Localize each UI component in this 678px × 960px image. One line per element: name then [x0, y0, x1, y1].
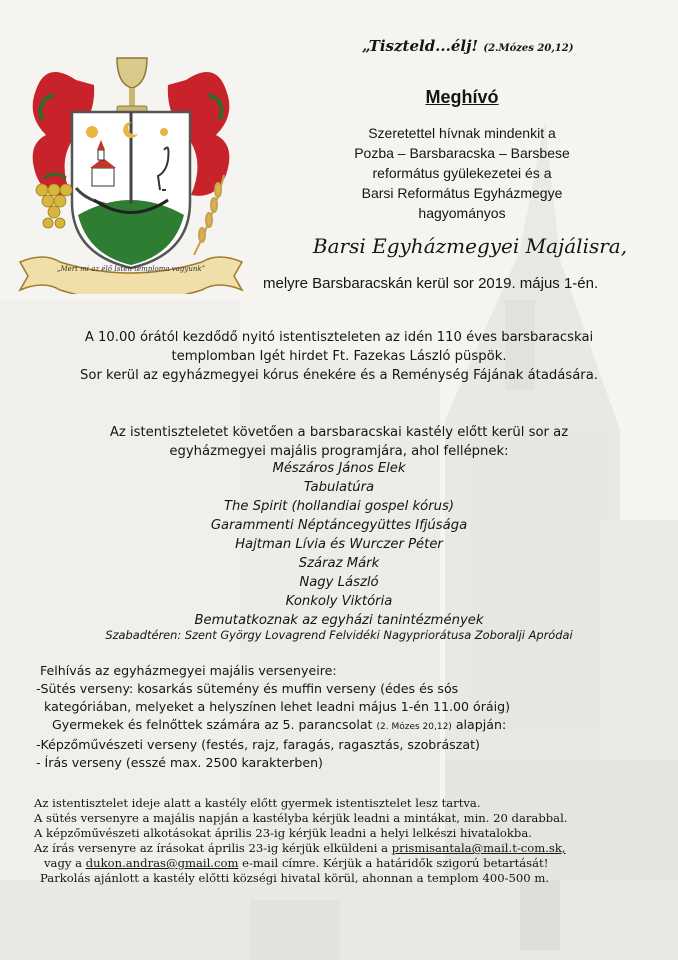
- performer-list: [8, 459, 670, 630]
- note-text: e-mail címre. Kérjük a határidők szigorú betartását!: [242, 856, 549, 870]
- baking-competition-detail: kategóriában, melyeket a helyszínen lehet leadni május 1-én 11.00 óráig): [44, 699, 511, 714]
- performer-item: Konkoly Viktória: [285, 594, 393, 609]
- competitions-section: [36, 662, 510, 772]
- chalice-icon: [117, 58, 147, 112]
- performer-item: Tabulatúra: [303, 480, 375, 495]
- motto-reference: (2.Mózes 20,12): [483, 43, 574, 54]
- note-text: Az írás versenyre az írásokat április 23-ig kérjük elküldeni a: [34, 841, 389, 855]
- program-intro: [8, 423, 670, 461]
- writing-competition: - Írás verseny (esszé max. 2500 karakterben): [36, 755, 323, 770]
- children-text: Gyermekek és felnőttek számára az 5. parancsolat: [52, 717, 373, 732]
- outdoor-program: Szabadtéren: Szent György Lovagrend Felvidéki Nagypriorátusa Zoboralji Apródai: [105, 628, 573, 642]
- note-line: Az istentisztelet ideje alatt a kastély előtt gyermek istentisztelet lesz tartva.: [34, 796, 481, 810]
- intro-line: hagyományos: [418, 205, 506, 221]
- note-line: A képzőművészeti alkotásokat április 23-ig kérjük leadni a helyi lelkészi hivatalokba.: [34, 826, 532, 840]
- intro-line: református gyülekezetei és a: [372, 165, 552, 181]
- competitions-heading: Felhívás az egyházmegyei majális versenyeire:: [40, 663, 337, 678]
- art-competition: -Képzőművészeti verseny (festés, rajz, faragás, ragasztás, szobrászat): [36, 737, 480, 752]
- baking-competition: -Sütés verseny: kosarkás sütemény és muffin verseny (édes és sós: [36, 681, 459, 696]
- performer-item: Bemutatkoznak az egyházi tanintézmények: [194, 613, 484, 628]
- intro-line: Szeretettel hívnak mindenkit a: [368, 125, 556, 141]
- email-link-dukon[interactable]: dukon.andras@gmail.com: [85, 856, 239, 870]
- note-line: Parkolás ajánlott a kastély előtti községi hivatal körül, ahonnan a templom 400-500 m.: [40, 871, 550, 885]
- invitation-title: Meghívó: [425, 87, 499, 107]
- header-motto: [362, 37, 573, 55]
- intro-line: Pozba – Barsbaracska – Barsbese: [354, 145, 570, 161]
- performer-item: Hajtman Lívia és Wurczer Péter: [235, 537, 443, 552]
- children-adults-line: [36, 716, 510, 736]
- performer-item: Garammenti Néptáncegyüttes Ifjúsága: [210, 518, 468, 533]
- performer-item: Nagy László: [299, 575, 379, 590]
- performer-item: The Spirit (hollandiai gospel kórus): [223, 499, 455, 514]
- church-coat-of-arms: [14, 50, 248, 294]
- event-name: Barsi Egyházmegyei Majálisra,: [312, 234, 628, 258]
- event-date-line: melyre Barsbaracskán kerül sor 2019. május 1-én.: [263, 275, 599, 292]
- intro-line: Barsi Református Egyházmegye: [361, 185, 563, 201]
- note-text: vagy a: [44, 856, 83, 870]
- notes-section: [34, 796, 567, 886]
- note-line: [34, 841, 567, 856]
- performer-item: Száraz Márk: [298, 556, 380, 571]
- svg-text:„Mert mi az élő Isten temploma: „Mert mi az élő Isten temploma vagyunk”: [56, 265, 206, 273]
- service-line: A 10.00 órától kezdődő nyitó istentiszteleten az idén 110 éves barsbaracskai: [84, 330, 594, 345]
- service-line: templomban Igét hirdet Ft. Fazekas László püspök.: [171, 349, 507, 364]
- program-intro-line: Az istentiszteletet követően a barsbaracskai kastély előtt kerül sor az: [109, 425, 569, 440]
- children-text-end: alapján:: [455, 717, 507, 732]
- email-link-prismisantala[interactable]: prismisantala@mail.t-com.sk,: [391, 841, 566, 855]
- service-paragraph: [8, 328, 670, 385]
- service-line: Sor kerül az egyházmegyei kórus énekére és a Reménység Fájának átadására.: [80, 368, 598, 383]
- program-intro-line: egyházmegyei majális programjára, ahol fellépnek:: [169, 444, 509, 459]
- performer-item: Mészáros János Elek: [272, 461, 406, 476]
- motto-text: „Tiszteld...élj!: [362, 37, 479, 55]
- note-line: [34, 856, 567, 871]
- invitation-intro: [312, 123, 612, 223]
- children-reference: (2. Mózes 20,12): [376, 722, 452, 732]
- note-line: A sütés versenyre a majális napján a kastélyba kérjük leadni a mintákat, min. 20 darabbal.: [34, 811, 568, 825]
